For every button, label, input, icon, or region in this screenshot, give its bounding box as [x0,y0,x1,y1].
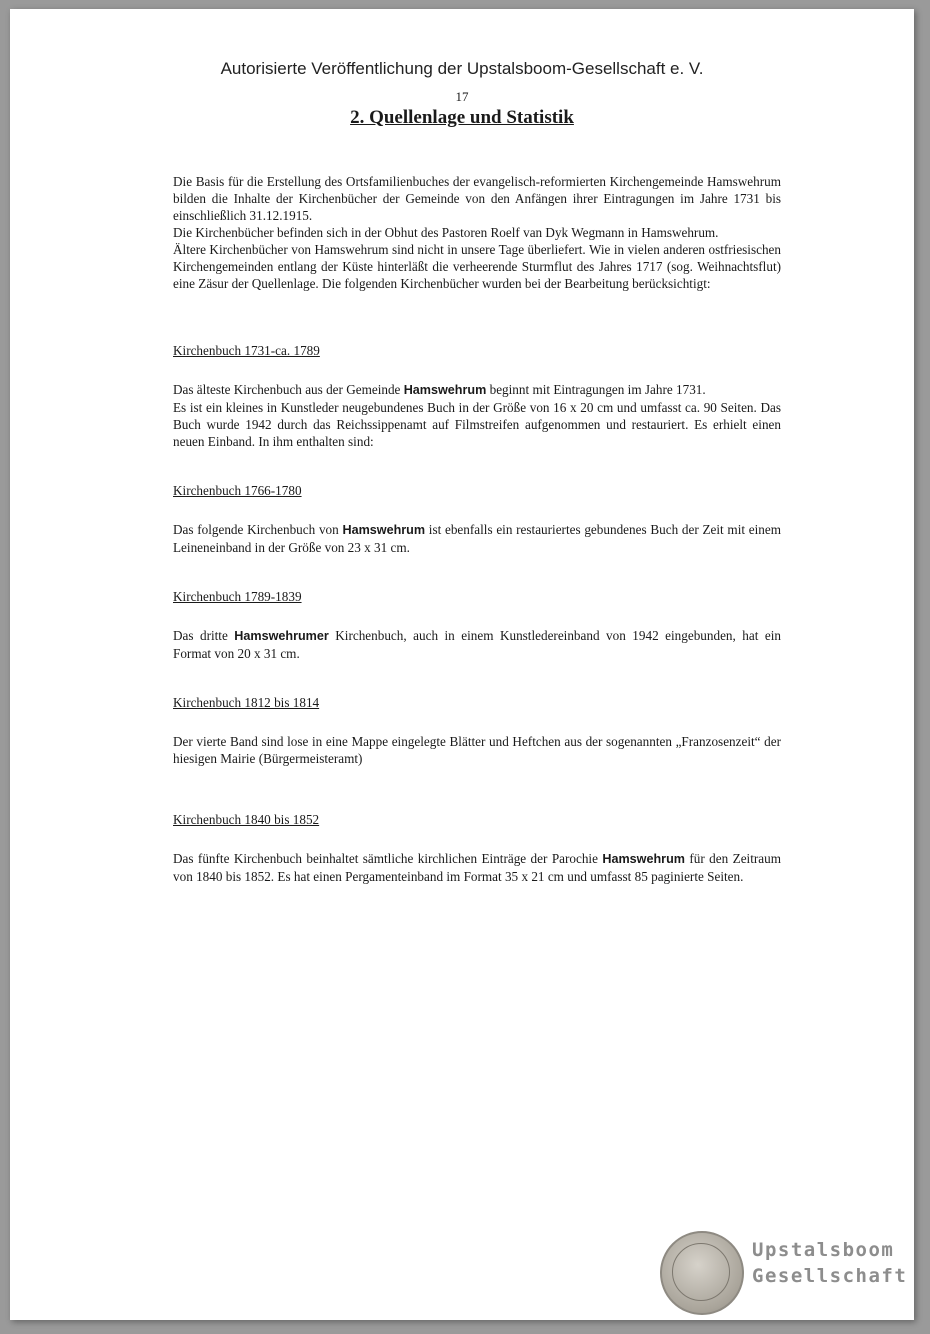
section-1812-text: Der vierte Band sind lose in eine Mappe eingelegte Blätter und Heftchen aus der sogenannten „Franzosenzeit“ der hiesigen Mairie (Bürgermeisteramt) [173,734,781,766]
publisher-header: Autorisierte Veröffentlichung der Upstalsboom-Gesellschaft e. V. [220,59,704,78]
chapter-title: 2. Quellenlage und Statistik [350,107,574,128]
page-number: 17 [455,89,469,104]
section-heading-1840: Kirchenbuch 1840 bis 1852 [173,812,320,827]
section-1840-text: Das fünfte Kirchenbuch beinhaltet sämtliche kirchlichen Einträge der Parochie Hamswehrum für den Zeitraum von 1840 bis 1852. Es hat einen Pergamenteinband im Format 35 x 21 cm und umfasst 85 paginierte Seiten. [173,851,781,884]
section-heading-1766: Kirchenbuch 1766-1780 [173,483,302,498]
section-1789-text: Das dritte Hamswehrumer Kirchenbuch, auch in einem Kunstledereinband von 1942 eingebunden, hat ein Format von 20 x 31 cm. [173,628,781,661]
logo-line-2: Gesellschaft [752,1265,908,1287]
society-logo [660,1227,910,1317]
document-page [10,9,914,1320]
intro-paragraph-1: Die Basis für die Erstellung des Ortsfamilienbuches der evangelisch-reformierten Kirchengemeinde Hamswehrum bilden die Inhalte der Kirchenbücher der Gemeinde von den Anfängen ihrer Eintragungen im Jahre 1731 bis einschließlich 31.12.1915. [173,174,781,223]
intro-paragraph-2: Die Kirchenbücher befinden sich in der Obhut des Pastoren Roelf van Dyk Wegmann in Hamswehrum. [173,225,719,240]
section-heading-1789: Kirchenbuch 1789-1839 [173,589,302,604]
intro-paragraph-3: Ältere Kirchenbücher von Hamswehrum sind nicht in unsere Tage überliefert. Wie in vielen anderen ostfriesischen Kirchengemeinden entlang der Küste hinterläßt die verheerende Sturmflut des Jahres 1717 (sog. Weihnachtsflut) eine Zäsur der Quellenlage. Die folgenden Kirchenbücher wurden bei der Bearbeitung berücksichtigt: [173,242,781,291]
document-body [173,173,781,885]
section-1766-text: Das folgende Kirchenbuch von Hamswehrum ist ebenfalls ein restauriertes gebundenes Buch der Zeit mit einem Leineneinband in der Größe von 23 x 31 cm. [173,522,781,555]
section-1731-text: Es ist ein kleines in Kunstleder neugebundenes Buch in der Größe von 16 x 20 cm und umfasst ca. 90 Seiten. Das Buch wurde 1942 durch das Reichssippenamt auf Filmstreifen aufgenommen und restauriert. Es erhielt einen neuen Einband. In ihm enthalten sind: [173,400,781,449]
section-heading-1812: Kirchenbuch 1812 bis 1814 [173,695,320,710]
section-heading-1731: Kirchenbuch 1731-ca. 1789 [173,343,320,358]
seal-icon [660,1231,744,1315]
section-1731-line-1: Das älteste Kirchenbuch aus der Gemeinde Hamswehrum beginnt mit Eintragungen im Jahre 1731. [173,382,706,397]
logo-wordmark [752,1237,907,1289]
logo-line-1: Upstalsboom [752,1239,895,1261]
